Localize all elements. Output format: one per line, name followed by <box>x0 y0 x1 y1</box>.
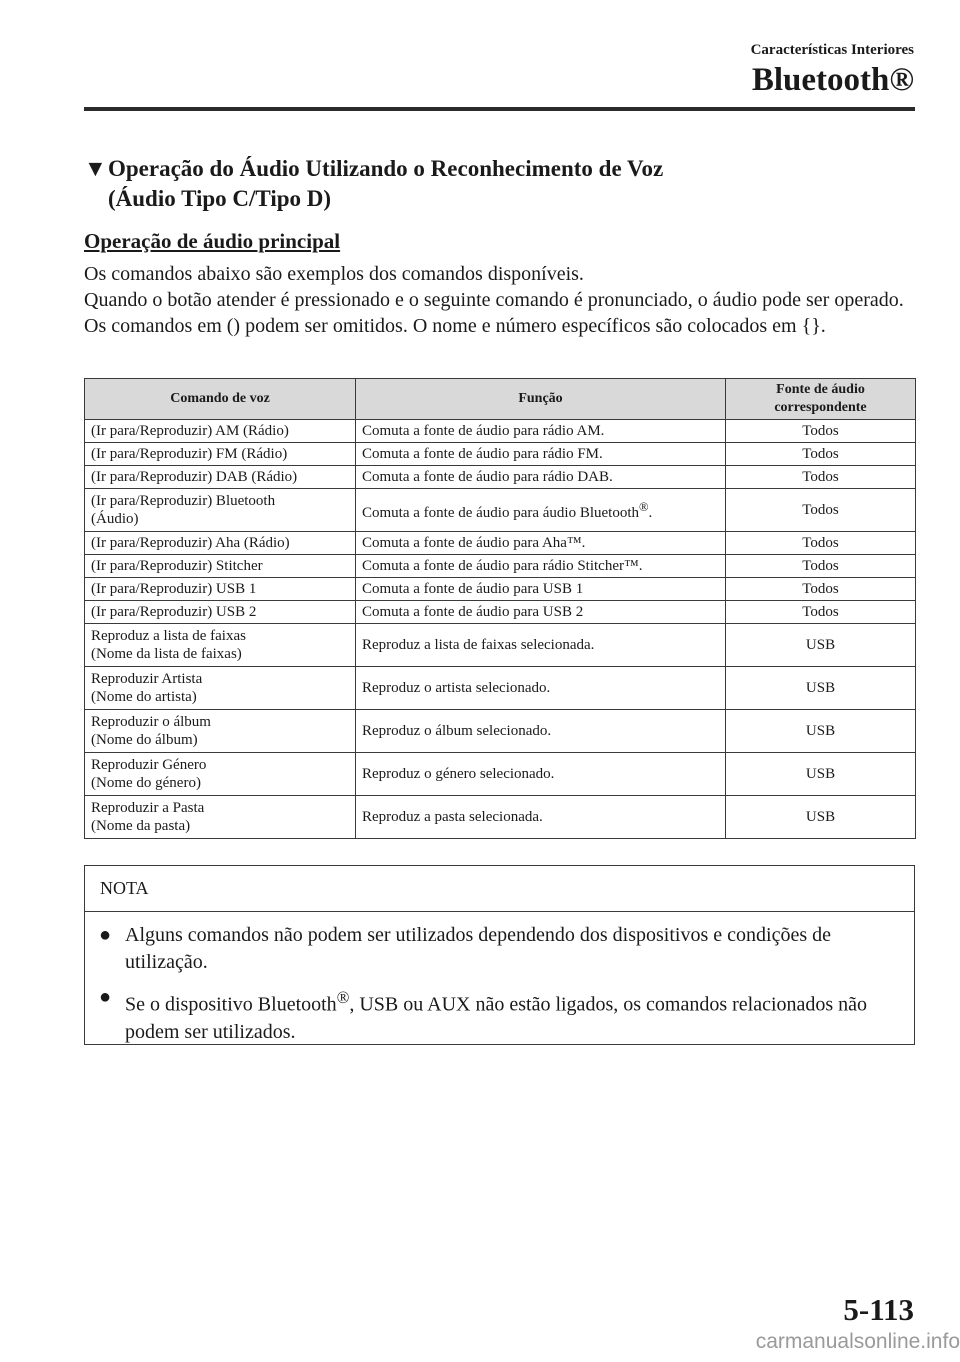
source-text: USB <box>805 723 836 739</box>
bullet-icon: ● <box>99 924 112 946</box>
command-cell <box>85 555 356 578</box>
function-text: Comuta a fonte de áudio para rádio DAB. <box>362 469 613 485</box>
table-row <box>85 578 916 601</box>
function-text: Comuta a fonte de áudio para USB 1 <box>362 581 584 597</box>
source-cell <box>726 466 916 489</box>
command-cell <box>85 796 356 839</box>
registered-mark: ® <box>336 988 350 1007</box>
source-cell <box>726 667 916 710</box>
command-text-line2: (Nome da lista de faixas) <box>91 646 242 662</box>
section-heading <box>84 154 924 214</box>
command-cell <box>85 466 356 489</box>
function-cell <box>356 443 726 466</box>
section-heading-line1: Operação do Áudio Utilizando o Reconhecimento de Voz <box>108 156 664 181</box>
section-heading-line2: (Áudio Tipo C/Tipo D) <box>108 186 332 211</box>
header-title: Bluetooth® <box>751 62 914 98</box>
command-cell <box>85 420 356 443</box>
command-cell <box>85 443 356 466</box>
function-cell <box>356 555 726 578</box>
command-text: (Ir para/Reproduzir) Stitcher <box>91 558 263 574</box>
note-list <box>85 912 914 1046</box>
source-cell <box>726 489 916 532</box>
source-text: Todos <box>802 535 839 551</box>
source-text: USB <box>805 637 836 653</box>
function-text: Comuta a fonte de áudio para rádio Stitcher™. <box>362 558 643 574</box>
command-text-line2: (Áudio) <box>91 511 139 527</box>
table-row <box>85 489 916 532</box>
command-text-line2: (Nome do género) <box>91 775 201 791</box>
source-cell <box>726 601 916 624</box>
source-text: USB <box>805 766 836 782</box>
table-row <box>85 753 916 796</box>
intro-line2: Quando o botão atender é pressionado e o seguinte comando é pronunciado, o áudio pode ser operado. Os comandos em () podem ser omitidos. O nome e número específicos são colocados em {}. <box>84 289 904 337</box>
source-cell <box>726 753 916 796</box>
command-cell <box>85 624 356 667</box>
command-text-line2: (Nome da pasta) <box>91 818 191 834</box>
function-text: Comuta a fonte de áudio para rádio AM. <box>362 423 605 439</box>
page-number: 5-113 <box>843 1292 914 1327</box>
command-cell <box>85 667 356 710</box>
function-cell <box>356 466 726 489</box>
function-text: Comuta a fonte de áudio para Aha™. <box>362 535 586 551</box>
note-item <box>99 922 902 976</box>
function-cell <box>356 753 726 796</box>
source-cell <box>726 443 916 466</box>
source-cell <box>726 420 916 443</box>
note-title: NOTA <box>85 866 914 912</box>
function-text: Comuta a fonte de áudio para rádio FM. <box>362 446 603 462</box>
function-text: Reproduz a pasta selecionada. <box>362 809 543 825</box>
source-cell <box>726 624 916 667</box>
command-text: (Ir para/Reproduzir) FM (Rádio) <box>91 446 288 462</box>
table-row <box>85 532 916 555</box>
source-text: Todos <box>802 604 839 620</box>
function-text: Comuta a fonte de áudio para USB 2 <box>362 604 584 620</box>
voice-command-table <box>84 378 916 839</box>
source-cell <box>726 710 916 753</box>
source-text: USB <box>805 680 836 696</box>
table-row <box>85 667 916 710</box>
table-row <box>85 555 916 578</box>
source-text: Todos <box>802 469 839 485</box>
header-section: Características Interiores <box>750 42 914 58</box>
table-row <box>85 420 916 443</box>
note-item <box>99 984 902 1046</box>
function-cell <box>356 624 726 667</box>
triangle-down-icon: ▼ <box>84 156 107 181</box>
command-text: (Ir para/Reproduzir) Aha (Rádio) <box>91 535 290 551</box>
command-text: Reproduzir o álbum <box>91 714 211 730</box>
note-item-text-a: Se o dispositivo Bluetooth <box>125 993 337 1016</box>
function-cell <box>356 532 726 555</box>
function-cell <box>356 420 726 443</box>
header-command: Comando de voz <box>85 379 356 420</box>
table-body <box>85 420 916 839</box>
command-text-line2: (Nome do artista) <box>91 689 197 705</box>
source-text: USB <box>805 809 836 825</box>
command-text: Reproduz a lista de faixas <box>91 628 246 644</box>
watermark: carmanualsonline.info <box>755 1330 960 1353</box>
function-text: Reproduz a lista de faixas selecionada. <box>362 637 595 653</box>
table-row <box>85 443 916 466</box>
function-cell <box>356 601 726 624</box>
command-cell <box>85 489 356 532</box>
command-cell <box>85 532 356 555</box>
source-text: Todos <box>802 558 839 574</box>
source-cell <box>726 555 916 578</box>
bullet-icon: ● <box>99 986 112 1008</box>
table-row <box>85 466 916 489</box>
function-cell <box>356 667 726 710</box>
header-source <box>726 379 916 420</box>
function-text: Reproduz o género selecionado. <box>362 766 555 782</box>
function-cell <box>356 578 726 601</box>
source-text: Todos <box>802 502 839 518</box>
command-cell <box>85 710 356 753</box>
command-text-line2: (Nome do álbum) <box>91 732 198 748</box>
function-cell <box>356 489 726 532</box>
note-item-text: Alguns comandos não podem ser utilizados dependendo dos dispositivos e condições de utilização. <box>125 924 831 973</box>
note-item-text-b: , USB ou AUX não estão ligados, os comandos relacionados não podem ser utilizados. <box>125 993 868 1043</box>
source-cell <box>726 578 916 601</box>
command-text: (Ir para/Reproduzir) USB 1 <box>91 581 257 597</box>
command-text: Reproduzir a Pasta <box>91 800 205 816</box>
table-row <box>85 624 916 667</box>
table-header-row <box>85 379 916 420</box>
command-text: (Ir para/Reproduzir) DAB (Rádio) <box>91 469 298 485</box>
command-text: (Ir para/Reproduzir) AM (Rádio) <box>91 423 289 439</box>
table-row <box>85 601 916 624</box>
command-cell <box>85 601 356 624</box>
intro-text <box>84 261 920 339</box>
function-text: Comuta a fonte de áudio para áudio Bluetooth <box>362 505 640 521</box>
header-function: Função <box>356 379 726 420</box>
source-cell <box>726 796 916 839</box>
command-text: (Ir para/Reproduzir) Bluetooth <box>91 493 276 509</box>
command-text: Reproduzir Género <box>91 757 207 773</box>
registered-mark: ® <box>639 500 649 514</box>
table-row <box>85 796 916 839</box>
header-rule <box>84 107 915 111</box>
command-text: Reproduzir Artista <box>91 671 203 687</box>
header-source-line2: correspondente <box>774 400 867 415</box>
source-text: Todos <box>802 446 839 462</box>
function-text: Reproduz o álbum selecionado. <box>362 723 552 739</box>
subheading: Operação de áudio principal <box>84 229 341 253</box>
function-text: Reproduz o artista selecionado. <box>362 680 551 696</box>
function-text-end: . <box>648 505 653 521</box>
note-box <box>84 865 915 1045</box>
source-cell <box>726 532 916 555</box>
function-cell <box>356 710 726 753</box>
table-row <box>85 710 916 753</box>
intro-line1: Os comandos abaixo são exemplos dos comandos disponíveis. <box>84 263 584 285</box>
source-text: Todos <box>802 423 839 439</box>
header-source-line1: Fonte de áudio <box>776 382 865 397</box>
source-text: Todos <box>802 581 839 597</box>
command-text: (Ir para/Reproduzir) USB 2 <box>91 604 257 620</box>
function-cell <box>356 796 726 839</box>
command-cell <box>85 578 356 601</box>
command-cell <box>85 753 356 796</box>
